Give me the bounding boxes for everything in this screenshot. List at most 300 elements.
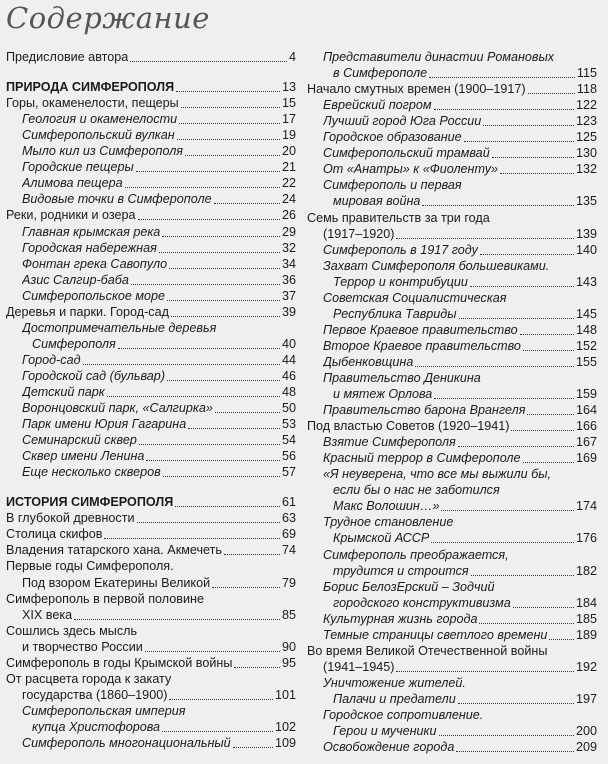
toc-page-number: 79 [281, 575, 296, 590]
toc-entry [6, 288, 296, 304]
dot-leader [439, 735, 574, 736]
toc-column-right [307, 49, 597, 755]
toc-entry [6, 432, 296, 448]
toc-entry-title: Реки, родники и озера [6, 208, 136, 223]
toc-entry-title: ИСТОРИЯ СИМФЕРОПОЛЯ [6, 495, 174, 510]
toc-page-number: 145 [575, 306, 597, 321]
toc-entry-title: если бы о нас не заботился [333, 483, 500, 498]
toc-page-number: 102 [274, 719, 296, 734]
toc-page-number: 122 [575, 98, 597, 113]
dot-leader [511, 430, 574, 431]
toc-entry-title: Сквер имени Ленина [22, 449, 145, 464]
toc-page-number: 135 [575, 194, 597, 209]
dot-leader [167, 300, 280, 301]
toc-entry [307, 739, 597, 755]
toc-entry [6, 352, 296, 368]
toc-entry-title: в Симферополе [333, 66, 428, 81]
toc-entry [307, 563, 597, 579]
toc-entry-title: Симферопольский трамвай [323, 146, 490, 161]
toc-page-number: 24 [281, 192, 296, 207]
toc-page-number: 21 [281, 160, 296, 175]
dot-leader [162, 731, 273, 732]
dot-leader [479, 623, 574, 624]
dot-leader [181, 107, 280, 108]
toc-entry-title: XIX века [22, 607, 73, 622]
toc-entry [6, 510, 296, 526]
dot-leader [483, 125, 574, 126]
toc-entry-title: Алимова пещера [22, 176, 123, 191]
dot-leader [212, 587, 280, 588]
dot-leader [500, 173, 574, 174]
toc-entry-title: Представители династии Романовых [323, 50, 555, 65]
toc-entry [6, 400, 296, 416]
toc-entry [307, 595, 597, 611]
toc-entry [307, 209, 597, 225]
toc-page-number: 189 [575, 627, 597, 642]
toc-page-number: 22 [281, 176, 296, 191]
toc-entry [6, 368, 296, 384]
toc-entry [307, 418, 597, 434]
toc-entry-title: Дыбенковщина [323, 354, 414, 369]
toc-entry [307, 354, 597, 370]
dot-leader [159, 252, 280, 253]
toc-page-number: 29 [281, 224, 296, 239]
toc-entry [307, 707, 597, 723]
toc-entry-title: Симферопольская империя [22, 703, 186, 718]
dot-leader [145, 651, 280, 652]
dot-leader [171, 316, 280, 317]
toc-entry-title: Темные страницы светлого времени [323, 627, 548, 642]
dot-leader [167, 380, 280, 381]
toc-entry [307, 306, 597, 322]
dot-leader [179, 123, 280, 124]
dot-leader [188, 428, 280, 429]
toc-entry [6, 607, 296, 623]
toc-page-number: 46 [281, 368, 296, 383]
toc-page-number: 148 [575, 322, 597, 337]
dot-leader [146, 460, 280, 461]
toc-entry [6, 336, 296, 352]
dot-leader [434, 109, 574, 110]
toc-entry-title: Город-сад [22, 352, 81, 367]
toc-page-number: 174 [575, 499, 597, 514]
toc-entry [6, 320, 296, 336]
toc-entry [307, 290, 597, 306]
toc-entry-title: Под властью Советов (1920–1941) [307, 419, 510, 434]
dot-leader [169, 268, 280, 269]
dot-leader [175, 506, 280, 507]
dot-leader [470, 286, 574, 287]
toc-entry [307, 65, 597, 81]
toc-page-number: 167 [575, 435, 597, 450]
toc-entry [307, 258, 597, 274]
toc-entry-title: (1917–1920) [323, 226, 395, 241]
toc-page-number: 139 [575, 226, 597, 241]
toc-page-number: 140 [575, 242, 597, 257]
dot-leader [527, 414, 574, 415]
dot-leader [415, 366, 574, 367]
toc-entry [307, 627, 597, 643]
toc-entry-title: Семь правительств за три года [307, 210, 490, 225]
dot-leader [118, 348, 280, 349]
toc-entry-title: Правительство Деникина [323, 370, 481, 385]
toc-page-number: 74 [281, 543, 296, 558]
toc-entry-title: и мятеж Орлова [333, 387, 433, 402]
toc-entry-title: Городское сопротивление. [323, 707, 484, 722]
dot-leader [74, 619, 280, 620]
dot-leader [139, 444, 280, 445]
dot-leader [185, 155, 280, 156]
toc-page-number: 176 [575, 531, 597, 546]
toc-entry [307, 450, 597, 466]
toc-entry [307, 226, 597, 242]
toc-entry [6, 79, 296, 95]
toc-entry [6, 448, 296, 464]
dot-leader [162, 236, 280, 237]
toc-page-number: 169 [575, 451, 597, 466]
toc-entry [307, 546, 597, 562]
toc-entry-title: Столица скифов [6, 527, 103, 542]
dot-leader [396, 671, 574, 672]
toc-entry-title: Второе Краевое правительство [323, 338, 521, 353]
dot-leader [176, 91, 280, 92]
toc-entry-title: От «Анатры» к «Фиоленту» [323, 162, 498, 177]
toc-entry [6, 526, 296, 542]
toc-entry [307, 145, 597, 161]
toc-entry-title: Под взором Екатерины Великой [22, 575, 211, 590]
toc-entry-title: Красный террор в Симферополе [323, 451, 521, 466]
toc-page-number: 123 [575, 114, 597, 129]
toc-page-number: 132 [575, 162, 597, 177]
toc-entry-title: Во время Великой Отечественной войны [307, 643, 548, 658]
toc-entry-title: Городской сад (бульвар) [22, 368, 166, 383]
toc-entry [6, 384, 296, 400]
toc-entry-title: и творчество России [22, 639, 143, 654]
toc-entry-title: государства (1860–1900) [22, 687, 168, 702]
toc-page-number: 101 [274, 687, 296, 702]
toc-entry [307, 643, 597, 659]
toc-entry [6, 639, 296, 655]
toc-entry-title: Террор и контрибуции [333, 274, 468, 289]
toc-entry-title: Симферополь и первая [323, 178, 462, 193]
toc-spacer [6, 65, 296, 79]
toc-page-number: 182 [575, 563, 597, 578]
toc-page-number: 54 [281, 433, 296, 448]
toc-entry [6, 703, 296, 719]
toc-page-number: 118 [576, 82, 597, 97]
toc-entry-title: Предисловие автора [6, 50, 129, 65]
toc-page-number: 26 [281, 208, 296, 223]
toc-entry [6, 49, 296, 65]
toc-entry-title: Правительство барона Врангеля [323, 403, 526, 418]
toc-entry-title: городского конструктивизма [333, 595, 511, 610]
toc-entry-title: Советская Социалистическая [323, 290, 507, 305]
toc-entry-title: Симферополь многонациональный [22, 735, 231, 750]
toc-entry-title: Первые годы Симферополя. [6, 559, 174, 574]
dot-leader [458, 446, 574, 447]
toc-entry [307, 579, 597, 595]
toc-page-number: 48 [281, 384, 296, 399]
toc-page-number: 56 [281, 449, 296, 464]
toc-entry-title: Крымской АССР [333, 531, 430, 546]
dot-leader [104, 538, 280, 539]
dot-leader [471, 575, 574, 576]
toc-entry-title: Симферополь в 1917 году [323, 242, 478, 257]
toc-entry [307, 274, 597, 290]
toc-entry [6, 304, 296, 320]
toc-entry-title: Симферополя [32, 336, 116, 351]
toc-entry-title: От расцвета города к закату [6, 671, 172, 686]
toc-entry [6, 207, 296, 223]
toc-entry [307, 129, 597, 145]
toc-entry-title: Симферополь преображается, [323, 547, 509, 562]
toc-page-number: 44 [281, 352, 296, 367]
toc-entry [307, 723, 597, 739]
toc-entry [6, 223, 296, 239]
toc-entry [6, 735, 296, 751]
toc-entry-title: Достопримечательные деревья [22, 320, 217, 335]
toc-entry-title: Освобождение города [323, 740, 455, 755]
dot-leader [131, 284, 280, 285]
toc-entry [307, 466, 597, 482]
toc-entry [307, 370, 597, 386]
toc-page-number: 32 [281, 240, 296, 255]
toc-page-number: 95 [281, 655, 296, 670]
toc-entry [307, 97, 597, 113]
toc-entry [307, 402, 597, 418]
toc-entry [6, 494, 296, 510]
toc-entry-title: «Я неуверена, что все мы выжили бы, [323, 467, 551, 482]
dot-leader [396, 238, 574, 239]
toc-entry [307, 530, 597, 546]
dot-leader [177, 139, 280, 140]
toc-entry [307, 81, 597, 97]
toc-entry-title: Деревья и парки. Город-сад [6, 304, 169, 319]
dot-leader [234, 667, 280, 668]
toc-entry-title: Герои и мученики [333, 724, 437, 739]
toc-entry-title: Симферополь в первой половине [6, 591, 204, 606]
toc-page-number: 4 [288, 50, 296, 65]
toc-entry-title: Городская набережная [22, 240, 157, 255]
toc-entry [307, 611, 597, 627]
toc-entry [6, 256, 296, 272]
toc-page-number: 209 [575, 740, 597, 755]
dot-leader [441, 510, 574, 511]
toc-entry-title: Парк имени Юрия Гагарина [22, 417, 187, 432]
toc-page-number: 19 [281, 128, 296, 143]
toc-entry-title: Борис БелозЕрский – Зодчий [323, 579, 495, 594]
toc-page-number: 166 [575, 419, 597, 434]
toc-entry [6, 542, 296, 558]
toc-entry [6, 464, 296, 480]
toc-page-number: 34 [281, 256, 296, 271]
toc-page-number: 36 [281, 272, 296, 287]
toc-entry [307, 691, 597, 707]
toc-entry-title: Начало смутных времен (1900–1917) [307, 82, 526, 97]
toc-page-number: 130 [575, 146, 597, 161]
toc-entry-title: Симферопольское море [22, 288, 166, 303]
toc-page-number: 13 [281, 80, 296, 95]
toc-entry [6, 671, 296, 687]
toc-entry [307, 386, 597, 402]
dot-leader [549, 639, 574, 640]
toc-entry [307, 177, 597, 193]
toc-entry-title: Лучший город Юга России [323, 114, 482, 129]
toc-entry [307, 434, 597, 450]
toc-entry-title: трудится и строится [333, 563, 469, 578]
toc-entry-title: Культурная жизнь города [323, 611, 478, 626]
toc-entry-title: Городские пещеры [22, 160, 134, 175]
toc-page-number: 200 [575, 724, 597, 739]
toc-entry-title: Горы, окаменелости, пещеры [6, 96, 179, 111]
toc-entry-title: Макс Волошин…» [333, 499, 440, 514]
dot-leader [434, 398, 574, 399]
dot-leader [125, 187, 280, 188]
toc-page-number: 20 [281, 144, 296, 159]
toc-page-number: 184 [575, 595, 597, 610]
toc-entry-title: Симферопольский вулкан [22, 128, 175, 143]
toc-entry [6, 416, 296, 432]
dot-leader [464, 141, 574, 142]
toc-page-number: 17 [281, 112, 296, 127]
toc-entry [6, 95, 296, 111]
toc-entry [6, 175, 296, 191]
toc-page-number: 192 [575, 659, 597, 674]
dot-leader [523, 462, 574, 463]
toc-entry [307, 161, 597, 177]
toc-spacer [6, 480, 296, 494]
toc-entry-title: Сошлись здесь мысль [6, 623, 138, 638]
toc-page-number: 197 [575, 691, 597, 706]
toc-entry [307, 659, 597, 675]
toc-page-number: 39 [281, 304, 296, 319]
toc-page-number: 152 [575, 338, 597, 353]
toc-page-number: 85 [281, 607, 296, 622]
toc-page-number: 69 [281, 527, 296, 542]
toc-page-number: 57 [281, 465, 296, 480]
dot-leader [456, 751, 574, 752]
toc-entry-title: Захват Симферополя большевиками. [323, 258, 550, 273]
toc-page-number: 50 [281, 401, 296, 416]
dot-leader [163, 476, 280, 477]
toc-entry-title: ПРИРОДА СИМФЕРОПОЛЯ [6, 80, 175, 95]
dot-leader [528, 93, 575, 94]
toc-entry [6, 655, 296, 671]
toc-page-number: 185 [575, 611, 597, 626]
toc-entry [6, 558, 296, 574]
toc-entry [6, 127, 296, 143]
page-title: Содержание [6, 1, 210, 35]
toc-entry-title: Палачи и предатели [333, 691, 456, 706]
toc-entry-title: Уничтожение жителей. [323, 675, 466, 690]
toc-entry-title: мировая война [333, 194, 421, 209]
toc-page-number: 159 [575, 387, 597, 402]
dot-leader [429, 77, 575, 78]
toc-page-number: 115 [576, 66, 597, 81]
toc-entry-title: Трудное становление [323, 515, 454, 530]
toc-entry-title: Фонтан грека Савопуло [22, 256, 168, 271]
toc-entry [307, 482, 597, 498]
toc-entry-title: (1941–1945) [323, 659, 395, 674]
toc-page-number: 125 [575, 130, 597, 145]
toc-page-number: 53 [281, 417, 296, 432]
dot-leader [107, 396, 280, 397]
toc-page-number: 109 [274, 735, 296, 750]
toc-page-number: 37 [281, 288, 296, 303]
dot-leader [136, 171, 280, 172]
toc-entry [307, 498, 597, 514]
toc-entry-title: Мыло кил из Симферополя [22, 144, 184, 159]
toc-entry [6, 591, 296, 607]
dot-leader [169, 699, 273, 700]
toc-entry [307, 514, 597, 530]
dot-leader [492, 157, 574, 158]
dot-leader [215, 412, 280, 413]
toc-page-number: 40 [281, 336, 296, 351]
toc-page-number: 143 [575, 274, 597, 289]
dot-leader [513, 607, 574, 608]
toc-entry-title: Еврейский погром [323, 98, 432, 113]
dot-leader [480, 254, 574, 255]
toc-entry-title: Геология и окаменелости [22, 112, 178, 127]
toc-entry-title: Симферополь в годы Крымской войны [6, 655, 233, 670]
dot-leader [523, 350, 574, 351]
dot-leader [138, 219, 280, 220]
toc-entry [6, 719, 296, 735]
toc-page-number: 90 [281, 639, 296, 654]
toc-entry [6, 574, 296, 590]
toc-entry [307, 322, 597, 338]
toc-entry [6, 272, 296, 288]
dot-leader [422, 205, 574, 206]
dot-leader [214, 203, 280, 204]
toc-entry [6, 191, 296, 207]
toc-entry [307, 193, 597, 209]
toc-entry [6, 687, 296, 703]
toc-entry [6, 240, 296, 256]
dot-leader [233, 747, 273, 748]
toc-entry-title: Детский парк [22, 384, 105, 399]
toc-entry-title: Первое Краевое правительство [323, 322, 518, 337]
toc-entry-title: Видовые точки в Симферополе [22, 192, 212, 207]
toc-page-number: 164 [575, 403, 597, 418]
toc-entry-title: Воронцовский парк, «Салгирка» [22, 401, 213, 416]
toc-entry-title: Главная крымская река [22, 224, 161, 239]
dot-leader [520, 334, 574, 335]
toc-entry [307, 49, 597, 65]
toc-page-number: 15 [281, 96, 296, 111]
toc-page-number: 63 [281, 511, 296, 526]
toc-entry [307, 242, 597, 258]
toc-entry-title: купца Христофорова [32, 719, 161, 734]
toc-entry [307, 338, 597, 354]
toc-entry-title: В глубокой древности [6, 511, 135, 526]
toc-page-number: 155 [575, 354, 597, 369]
dot-leader [431, 542, 574, 543]
toc-entry [6, 159, 296, 175]
dot-leader [137, 522, 280, 523]
toc-entry-title: Городское образование [323, 130, 462, 145]
dot-leader [83, 364, 280, 365]
toc-entry [6, 111, 296, 127]
toc-entry-title: Республика Тавриды [333, 306, 457, 321]
toc-entry-title: Владения татарского хана. Акмечеть [6, 543, 222, 558]
toc-entry-title: Еще несколько скверов [22, 465, 161, 480]
dot-leader [458, 703, 574, 704]
toc-page-number: 61 [281, 495, 296, 510]
toc-column-left [6, 49, 296, 751]
toc-entry-title: Взятие Симферополя [323, 435, 456, 450]
